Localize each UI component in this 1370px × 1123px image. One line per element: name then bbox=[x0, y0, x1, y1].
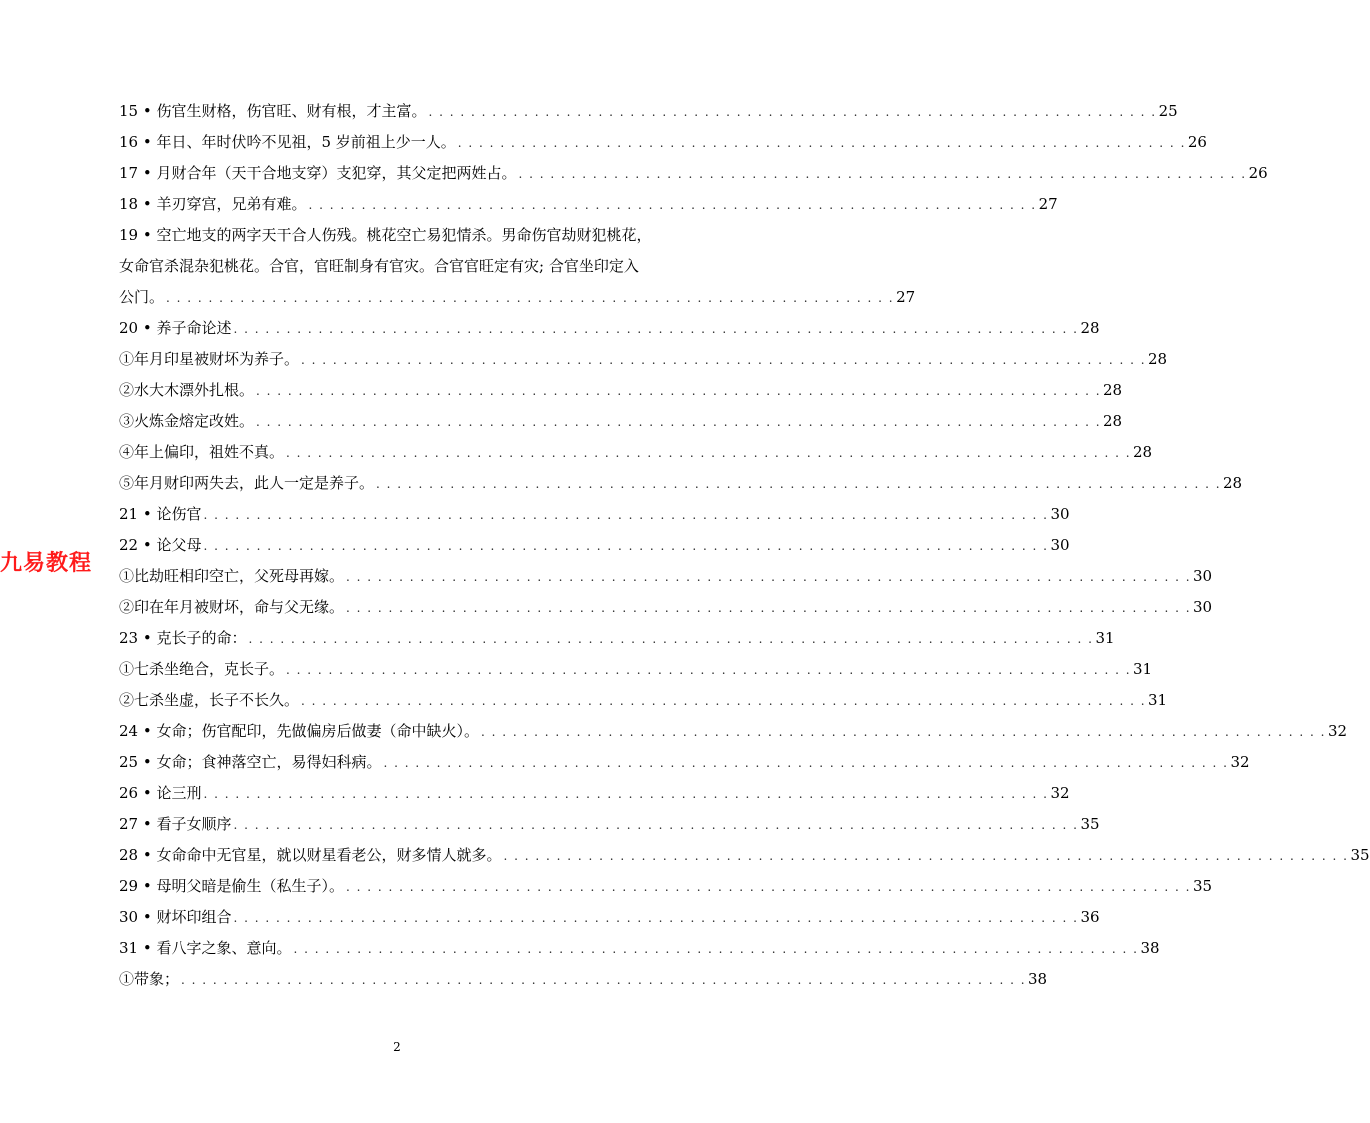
toc-entry-label: 21 • 论伤官 bbox=[119, 505, 202, 523]
toc-entry-label: 20 • 养子命论述 bbox=[119, 319, 232, 337]
toc-entry[interactable] bbox=[119, 530, 1070, 561]
toc-entry-label: 25 • 女命；食神落空亡，易得妇科病。 bbox=[119, 753, 382, 771]
table-of-contents bbox=[119, 96, 1370, 995]
toc-entry-page: 31 bbox=[1133, 660, 1153, 678]
toc-entry-label: 28 • 女命命中无官星，就以财星看老公，财多情人就多。 bbox=[119, 846, 502, 864]
toc-entry-19-line-2: 女命官杀混杂犯桃花。合官，官旺制身有官灾。合官官旺定有灾; 合官坐印定入 bbox=[119, 257, 639, 275]
toc-entry-page: 28 bbox=[1103, 412, 1123, 430]
toc-leader-dots: . . . . . . . . . . . . . . . . . . . . . . . . . . . . . . . . . . . . . . . . . . . . . . . . . . . . . . . . . . . . . . . . . . . . . . . . . . . . . . . . bbox=[293, 942, 1139, 956]
toc-entry-page: 27 bbox=[1038, 195, 1058, 213]
toc-leader-dots: . . . . . . . . . . . . . . . . . . . . . . . . . . . . . . . . . . . . . . . . . . . . . . . . . . . . . . . . . . . . . . . . . . . . . . . . . . . . . . . . bbox=[346, 570, 1192, 584]
toc-entry-label: 27 • 看子女顺序 bbox=[119, 815, 232, 833]
toc-entry-label: ②水大木漂外扎根。 bbox=[119, 381, 255, 399]
toc-entry-page: 36 bbox=[1080, 908, 1100, 926]
toc-entry-label: 29 • 母明父暗是偷生（私生子）。 bbox=[119, 877, 344, 895]
toc-leader-dots: . . . . . . . . . . . . . . . . . . . . . . . . . . . . . . . . . . . . . . . . . . . . . . . . . . . . . . . . . . . . . . . . . . . . . . . . . . . . . . . . bbox=[480, 725, 1326, 739]
toc-entry-page: 38 bbox=[1028, 970, 1048, 988]
toc-entry[interactable] bbox=[119, 716, 1348, 747]
toc-leader-dots: . . . . . . . . . . . . . . . . . . . . . . . . . . . . . . . . . . . . . . . . . . . . . . . . . . . . . . . . . . . . . . . . . . . . . . . . . . . . . . . . bbox=[203, 508, 1049, 522]
toc-entry-page: 30 bbox=[1050, 536, 1070, 554]
toc-entry-page: 28 bbox=[1133, 443, 1153, 461]
toc-entry-page: 32 bbox=[1230, 753, 1250, 771]
toc-entry-page: 27 bbox=[896, 288, 916, 306]
toc-entry-page: 25 bbox=[1158, 102, 1178, 120]
toc-entry-page: 31 bbox=[1095, 629, 1115, 647]
toc-leader-dots: . . . . . . . . . . . . . . . . . . . . . . . . . . . . . . . . . . . . . . . . . . . . . . . . . . . . . . . . . . . . . . . . . . . . . . . . . . . . . . . . bbox=[286, 446, 1132, 460]
toc-entry[interactable] bbox=[119, 933, 1160, 964]
toc-leader-dots: . . . . . . . . . . . . . . . . . . . . . . . . . . . . . . . . . . . . . . . . . . . . . . . . . . . . . . . . . . . . . . . . . . . . . . . . . . . . . . . . bbox=[181, 973, 1027, 987]
toc-entry-page: 28 bbox=[1103, 381, 1123, 399]
toc-entry-page: 32 bbox=[1050, 784, 1070, 802]
toc-entry-label: ①年月印星被财坏为养子。 bbox=[119, 350, 300, 368]
toc-entry-19-last-line bbox=[119, 282, 916, 313]
toc-entry-label: ①带象； bbox=[119, 970, 180, 988]
toc-entry-page: 26 bbox=[1187, 133, 1207, 151]
toc-entry-page: 30 bbox=[1193, 567, 1213, 585]
toc-leader-dots: . . . . . . . . . . . . . . . . . . . . . . . . . . . . . . . . . . . . . . . . . . . . . . . . . . . . . . . . . . . . . . . . . . . . . . . . . . . . . . . . bbox=[256, 384, 1102, 398]
toc-entry-label: 18 • 羊刃穿宫，兄弟有难。 bbox=[119, 195, 307, 213]
toc-entry[interactable] bbox=[119, 685, 1168, 716]
toc-entry-label: 22 • 论父母 bbox=[119, 536, 202, 554]
toc-entry-label: 16 • 年日、年时伏吟不见祖，5 岁前祖上少一人。 bbox=[119, 133, 456, 151]
toc-entry[interactable] bbox=[119, 623, 1115, 654]
toc-entry-label: 23 • 克长子的命： bbox=[119, 629, 247, 647]
toc-entry-page: 32 bbox=[1327, 722, 1348, 740]
toc-entry[interactable] bbox=[119, 375, 1123, 406]
toc-entry-label: 公门。 bbox=[119, 288, 165, 306]
toc-leader-dots: . . . . . . . . . . . . . . . . . . . . . . . . . . . . . . . . . . . . . . . . . . . . . . . . . . . . . . . . . . . . . . . . . . . . . . . . . . . . . . . . bbox=[233, 818, 1079, 832]
toc-leader-dots: . . . . . . . . . . . . . . . . . . . . . . . . . . . . . . . . . . . . . . . . . . . . . . . . . . . . . . . . . . . . . . . . . . . . . bbox=[166, 291, 895, 305]
toc-entry-page: 35 bbox=[1192, 877, 1213, 895]
toc-entry-label: 17 • 月财合年（天干合地支穿）支犯穿，其父定把两姓占。 bbox=[119, 164, 517, 182]
toc-entry-label: ①比劫旺相印空亡，父死母再嫁。 bbox=[119, 567, 345, 585]
toc-entry[interactable] bbox=[119, 561, 1213, 592]
toc-leader-dots: . . . . . . . . . . . . . . . . . . . . . . . . . . . . . . . . . . . . . . . . . . . . . . . . . . . . . . . . . . . . . . . . . . . . . . . . . . . . . . . . bbox=[345, 880, 1191, 894]
toc-entry-label: ①七杀坐绝合，克长子。 bbox=[119, 660, 285, 678]
toc-leader-dots: . . . . . . . . . . . . . . . . . . . . . . . . . . . . . . . . . . . . . . . . . . . . . . . . . . . . . . . . . . . . . . . . . . . . . . . . . . . . . . . . bbox=[301, 353, 1147, 367]
toc-leader-dots: . . . . . . . . . . . . . . . . . . . . . . . . . . . . . . . . . . . . . . . . . . . . . . . . . . . . . . . . . . . . . . . . . . . . . bbox=[457, 136, 1186, 150]
toc-entry-label: ②印在年月被财坏，命与父无缘。 bbox=[119, 598, 345, 616]
toc-entry-16[interactable] bbox=[119, 127, 1207, 158]
toc-leader-dots: . . . . . . . . . . . . . . . . . . . . . . . . . . . . . . . . . . . . . . . . . . . . . . . . . . . . . . . . . . . . . . . . . . . . . . . . . . . . . . . . bbox=[203, 787, 1049, 801]
toc-entry-label: 31 • 看八字之象、意向。 bbox=[119, 939, 292, 957]
toc-entry-15[interactable] bbox=[119, 96, 1178, 127]
toc-entry-page: 30 bbox=[1193, 598, 1213, 616]
toc-entry[interactable] bbox=[119, 654, 1153, 685]
toc-entry[interactable] bbox=[119, 437, 1153, 468]
toc-leader-dots: . . . . . . . . . . . . . . . . . . . . . . . . . . . . . . . . . . . . . . . . . . . . . . . . . . . . . . . . . . . . . . . . . . . . . bbox=[308, 198, 1037, 212]
toc-leader-dots: . . . . . . . . . . . . . . . . . . . . . . . . . . . . . . . . . . . . . . . . . . . . . . . . . . . . . . . . . . . . . . . . . . . . . . . . . . . . . . . . bbox=[286, 663, 1132, 677]
toc-entry[interactable] bbox=[119, 406, 1123, 437]
toc-leader-dots: . . . . . . . . . . . . . . . . . . . . . . . . . . . . . . . . . . . . . . . . . . . . . . . . . . . . . . . . . . . . . . . . . . . . . . . . . . . . . . . . bbox=[376, 477, 1222, 491]
toc-entry[interactable] bbox=[119, 964, 1048, 995]
toc-entry-page: 38 bbox=[1140, 939, 1160, 957]
toc-entry[interactable] bbox=[119, 902, 1100, 933]
toc-entry-page: 28 bbox=[1148, 350, 1168, 368]
toc-entry-page: 28 bbox=[1223, 474, 1243, 492]
toc-entry-19[interactable] bbox=[119, 220, 916, 313]
toc-leader-dots: . . . . . . . . . . . . . . . . . . . . . . . . . . . . . . . . . . . . . . . . . . . . . . . . . . . . . . . . . . . . . . . . . . . . . bbox=[428, 105, 1157, 119]
page-number: 2 bbox=[393, 1040, 401, 1054]
toc-entry[interactable] bbox=[119, 871, 1213, 902]
toc-leader-dots: . . . . . . . . . . . . . . . . . . . . . . . . . . . . . . . . . . . . . . . . . . . . . . . . . . . . . . . . . . . . . . . . . . . . . . . . . . . . . . . . bbox=[203, 539, 1049, 553]
toc-entry-page: 28 bbox=[1080, 319, 1100, 337]
toc-entry[interactable] bbox=[119, 344, 1168, 375]
toc-entry-label: ③火炼金熔定改姓。 bbox=[119, 412, 255, 430]
toc-leader-dots: . . . . . . . . . . . . . . . . . . . . . . . . . . . . . . . . . . . . . . . . . . . . . . . . . . . . . . . . . . . . . . . . . . . . . . . . . . . . . . . . bbox=[233, 322, 1079, 336]
toc-entry-label: ⑤年月财印两失去，此人一定是养子。 bbox=[119, 474, 375, 492]
watermark-logo: 九易教程 bbox=[0, 551, 93, 576]
toc-entry-label: 24 • 女命；伤官配印，先做偏房后做妻（命中缺火）。 bbox=[119, 722, 479, 740]
toc-entry-page: 30 bbox=[1050, 505, 1070, 523]
toc-entry-page: 26 bbox=[1248, 164, 1268, 182]
toc-entry-label: ②七杀坐虚，长子不长久。 bbox=[119, 691, 300, 709]
toc-leader-dots: . . . . . . . . . . . . . . . . . . . . . . . . . . . . . . . . . . . . . . . . . . . . . . . . . . . . . . . . . . . . . . . . . . . . . . . . . . . . . . . . bbox=[503, 849, 1349, 863]
toc-list bbox=[119, 313, 1370, 995]
toc-entry[interactable] bbox=[119, 809, 1100, 840]
toc-leader-dots: . . . . . . . . . . . . . . . . . . . . . . . . . . . . . . . . . . . . . . . . . . . . . . . . . . . . . . . . . . . . . . . . . . . . . . . . . . . . . . . . bbox=[301, 694, 1147, 708]
toc-leader-dots: . . . . . . . . . . . . . . . . . . . . . . . . . . . . . . . . . . . . . . . . . . . . . . . . . . . . . . . . . . . . . . . . . . . . . bbox=[518, 167, 1247, 181]
toc-entry[interactable] bbox=[119, 499, 1070, 530]
toc-entry[interactable] bbox=[119, 313, 1100, 344]
toc-leader-dots: . . . . . . . . . . . . . . . . . . . . . . . . . . . . . . . . . . . . . . . . . . . . . . . . . . . . . . . . . . . . . . . . . . . . . . . . . . . . . . . . bbox=[256, 415, 1102, 429]
toc-entry-page: 35 bbox=[1080, 815, 1100, 833]
toc-entry-19-line-1: 19 • 空亡地支的两字天干合人伤残。桃花空亡易犯情杀。男命伤官劫财犯桃花， bbox=[119, 226, 652, 244]
toc-leader-dots: . . . . . . . . . . . . . . . . . . . . . . . . . . . . . . . . . . . . . . . . . . . . . . . . . . . . . . . . . . . . . . . . . . . . . . . . . . . . . . . . bbox=[346, 601, 1192, 615]
toc-entry[interactable] bbox=[119, 468, 1243, 499]
toc-entry[interactable] bbox=[119, 840, 1370, 871]
toc-leader-dots: . . . . . . . . . . . . . . . . . . . . . . . . . . . . . . . . . . . . . . . . . . . . . . . . . . . . . . . . . . . . . . . . . . . . . . . . . . . . . . . . bbox=[383, 756, 1229, 770]
toc-entry[interactable] bbox=[119, 747, 1250, 778]
toc-entry[interactable] bbox=[119, 778, 1070, 809]
toc-entry-label: 30 • 财坏印组合 bbox=[119, 908, 232, 926]
toc-leader-dots: . . . . . . . . . . . . . . . . . . . . . . . . . . . . . . . . . . . . . . . . . . . . . . . . . . . . . . . . . . . . . . . . . . . . . . . . . . . . . . . . bbox=[233, 911, 1079, 925]
toc-entry[interactable] bbox=[119, 592, 1213, 623]
toc-entry-label: ④年上偏印，祖姓不真。 bbox=[119, 443, 285, 461]
toc-entry-page: 31 bbox=[1148, 691, 1168, 709]
toc-entry-17[interactable] bbox=[119, 158, 1268, 189]
toc-entry-page: 35 bbox=[1350, 846, 1370, 864]
toc-entry-label: 15 • 伤官生财格，伤官旺、财有根，才主富。 bbox=[119, 102, 427, 120]
toc-leader-dots: . . . . . . . . . . . . . . . . . . . . . . . . . . . . . . . . . . . . . . . . . . . . . . . . . . . . . . . . . . . . . . . . . . . . . . . . . . . . . . . . bbox=[248, 632, 1094, 646]
toc-entry-label: 26 • 论三刑 bbox=[119, 784, 202, 802]
toc-entry-18[interactable] bbox=[119, 189, 1058, 220]
